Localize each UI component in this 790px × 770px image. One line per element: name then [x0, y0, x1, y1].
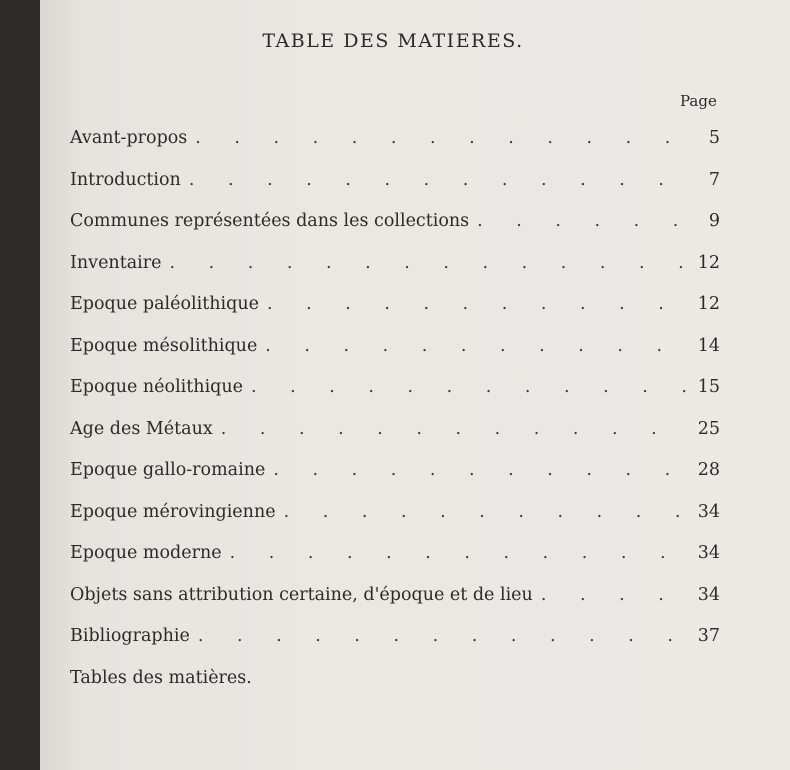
toc-leader-dots [477, 211, 688, 231]
toc-leader-dots [189, 170, 688, 190]
toc-entry-label: Epoque mérovingienne [70, 501, 276, 522]
toc-entry [70, 419, 720, 461]
toc-entry-page: 34 [697, 543, 720, 563]
toc-entry-page: 9 [708, 211, 720, 231]
toc-entry [70, 336, 720, 378]
toc-entry-page: 12 [697, 294, 720, 314]
toc-entry-label: Epoque gallo-romaine [70, 460, 266, 480]
toc-entry-label: Epoque mésolithique [70, 335, 258, 356]
toc-entry [70, 170, 720, 212]
toc-entry [70, 128, 720, 170]
toc-entry-page: 34 [697, 584, 720, 605]
toc-leader-dots [265, 336, 688, 356]
page-column-header: Page [680, 92, 717, 110]
toc-leader-dots [230, 543, 688, 563]
toc-leader-dots [251, 377, 688, 397]
toc-entry-page: 25 [697, 418, 720, 439]
toc-entry [70, 502, 720, 544]
toc-entry-page: 15 [697, 377, 720, 397]
toc-entry-label: Inventaire [70, 252, 162, 273]
toc-entry-page: 37 [697, 626, 720, 646]
toc-entry-label: Epoque moderne [70, 543, 222, 563]
toc-entry-page: 7 [708, 169, 720, 190]
toc-entry-label: Epoque paléolithique [70, 294, 259, 314]
toc-leader-dots [195, 128, 688, 148]
toc-entry-page: 34 [697, 501, 720, 522]
toc-leader-dots [221, 419, 688, 439]
toc-leader-dots [267, 294, 688, 314]
toc-entry-page: 28 [697, 460, 720, 480]
toc-entry-label: Avant-propos [70, 128, 188, 148]
toc-entry [70, 294, 720, 336]
book-page [40, 0, 790, 770]
toc-leader-dots [198, 626, 688, 646]
toc-entry [70, 626, 720, 668]
toc-leader-dots [169, 253, 688, 273]
toc-entry-label: Objets sans attribution certaine, d'époque et de lieu [70, 584, 533, 605]
toc-entry [70, 211, 720, 253]
toc-leader-dots [541, 585, 688, 605]
toc-entry-page: 14 [697, 335, 720, 356]
toc-entry [70, 585, 720, 627]
toc-entry [70, 253, 720, 295]
toc-entry-label: Tables des matières. [70, 667, 252, 688]
page-title: TABLE DES MATIERES. [262, 30, 524, 52]
toc-entry [70, 377, 720, 419]
toc-entry-page: 12 [697, 252, 720, 273]
toc-entry [70, 543, 720, 585]
toc-entry [70, 460, 720, 502]
toc-entry-label: Epoque néolithique [70, 377, 243, 397]
toc-entry-label: Bibliographie [70, 626, 190, 646]
toc-entry-label: Age des Métaux [70, 418, 213, 439]
toc-entry-label: Communes représentées dans les collections [70, 211, 470, 231]
table-of-contents [70, 128, 720, 709]
toc-leader-dots [273, 460, 688, 480]
toc-entry [70, 668, 720, 710]
toc-entry-page: 5 [708, 128, 720, 148]
toc-entry-label: Introduction [70, 169, 181, 190]
toc-leader-dots [284, 502, 688, 522]
